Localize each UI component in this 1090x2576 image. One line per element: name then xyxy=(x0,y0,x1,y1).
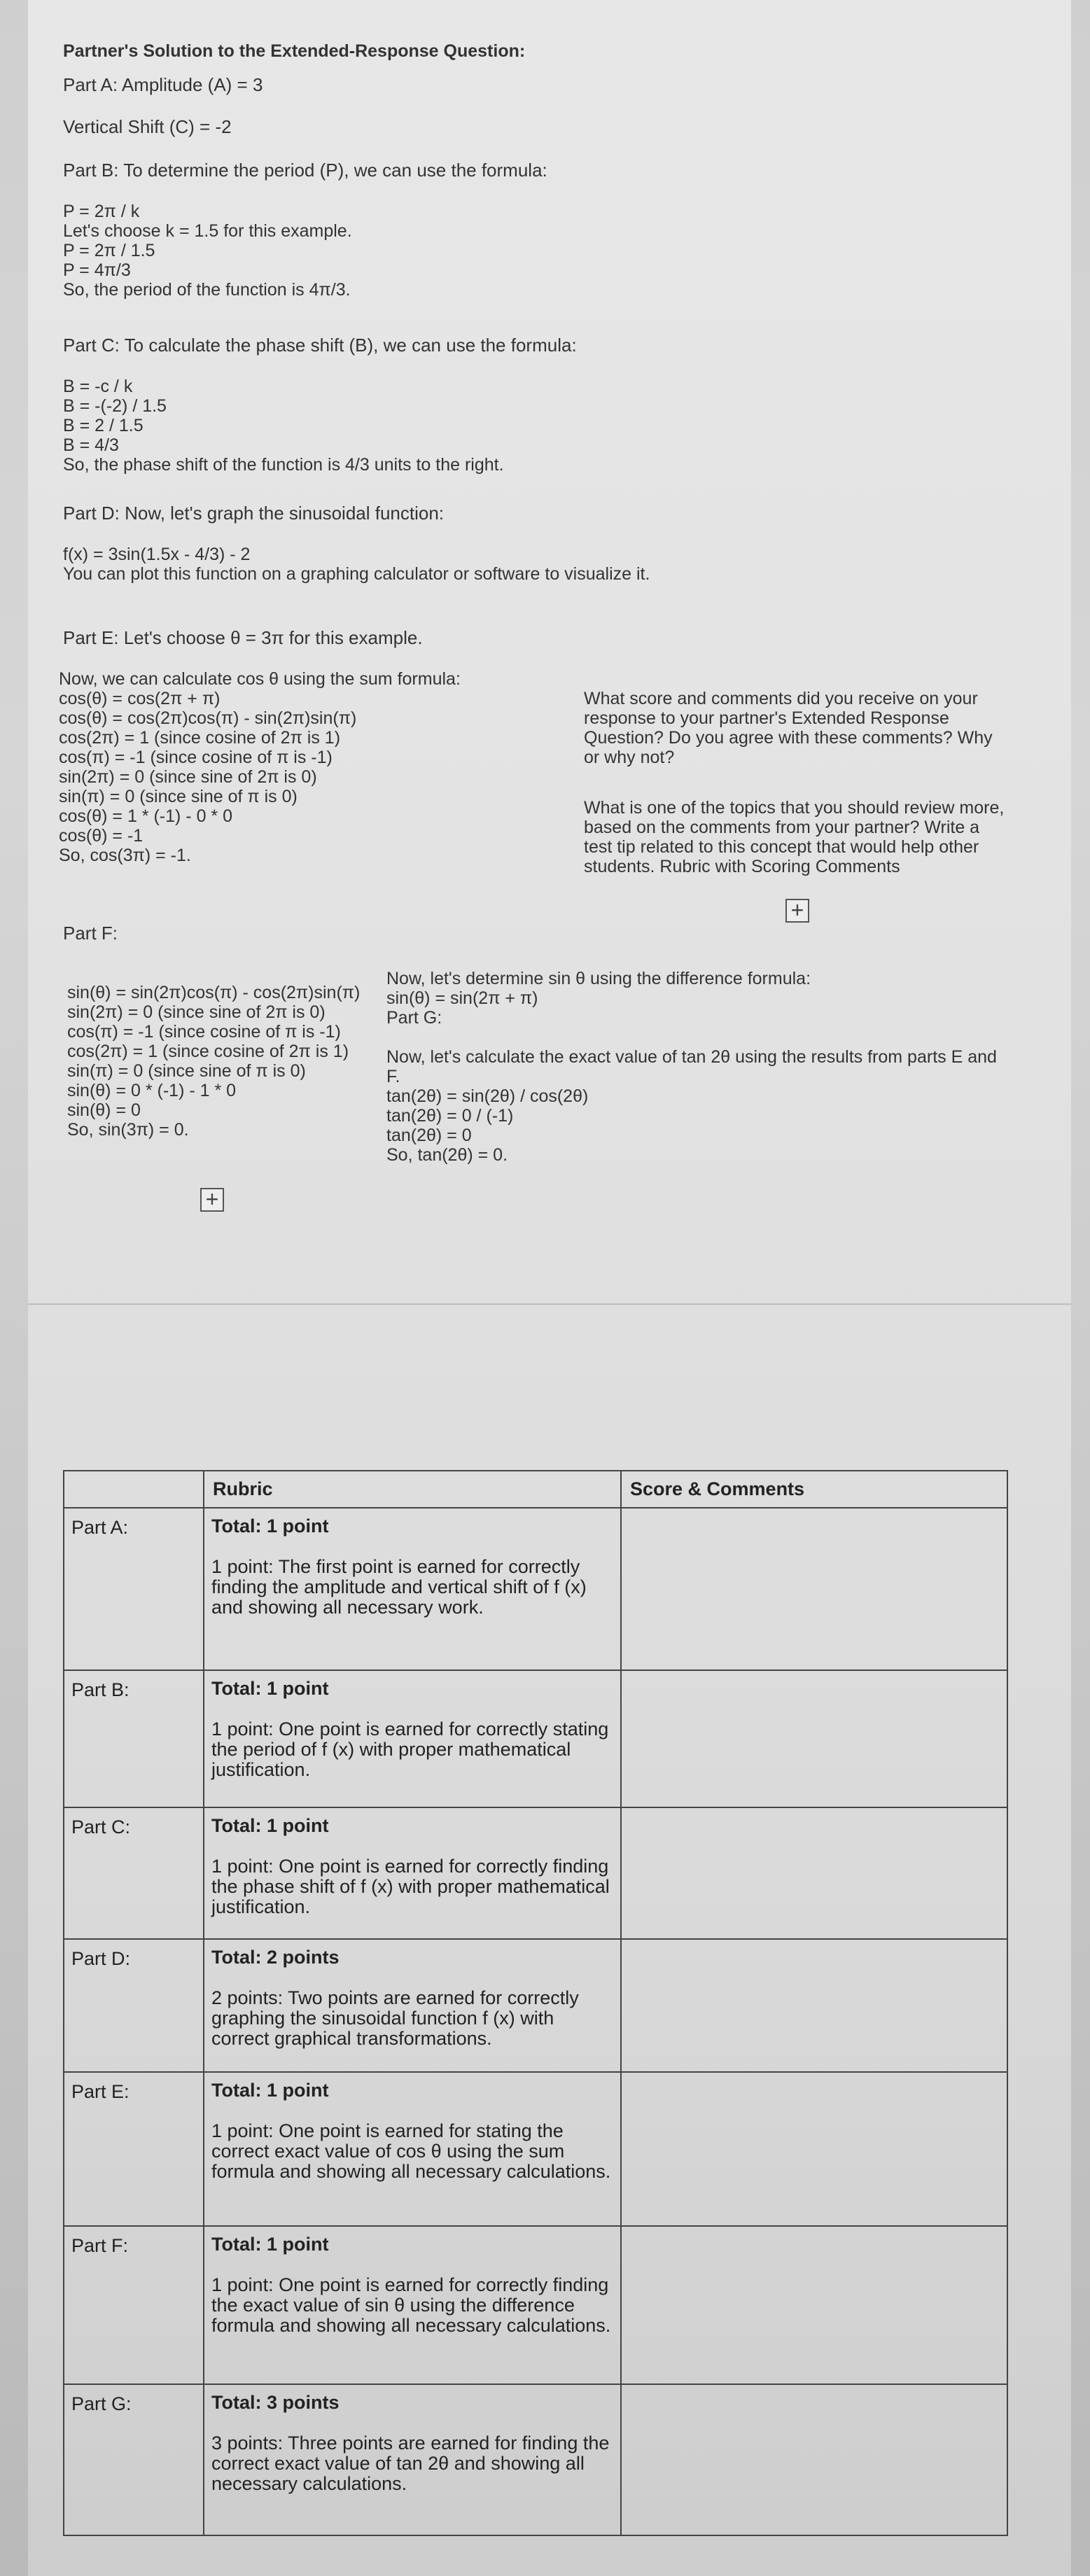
part-g-line: tan(2θ) = sin(2θ) / cos(2θ) xyxy=(386,1086,589,1106)
part-e-line: cos(θ) = -1 xyxy=(59,826,144,846)
part-f-line: cos(2π) = 1 (since cosine of 2π is 1) xyxy=(67,1042,349,1061)
part-g-line: Part G: xyxy=(386,1008,442,1028)
rubric-part-label: Part A: xyxy=(64,1508,204,1670)
part-g-line: tan(2θ) = 0 xyxy=(386,1126,472,1145)
score-comments-cell[interactable] xyxy=(621,1670,1007,1807)
rubric-description: 1 point: One point is earned for stating the correct exact value of cos θ using the sum formula and showing all necessary calculations. xyxy=(211,2120,611,2182)
rubric-criteria xyxy=(204,2384,621,2535)
part-d-line: You can plot this function on a graphing calculator or software to visualize it. xyxy=(63,564,650,584)
rubric-criteria xyxy=(204,1807,621,1939)
part-e-line: sin(2π) = 0 (since sine of 2π is 0) xyxy=(59,767,317,787)
rubric-part-label: Part G: xyxy=(64,2384,204,2535)
rubric-criteria xyxy=(204,1939,621,2072)
part-c-line: B = -(-2) / 1.5 xyxy=(63,396,167,416)
part-d-intro: Part D: Now, let's graph the sinusoidal function: xyxy=(63,503,445,524)
rubric-description: 2 points: Two points are earned for correctly graphing the sinusoidal function f (x) with correct graphical transformations. xyxy=(211,1987,579,2049)
header-part-cell xyxy=(64,1471,204,1508)
header-score-comments: Score & Comments xyxy=(621,1471,1007,1508)
part-f-line: sin(2π) = 0 (since sine of 2π is 0) xyxy=(67,1002,326,1022)
part-f-label: Part F: xyxy=(63,923,118,944)
part-c-line: B = 2 / 1.5 xyxy=(63,416,144,435)
rubric-criteria xyxy=(204,1670,621,1807)
part-f-line: cos(π) = -1 (since cosine of π is -1) xyxy=(67,1022,341,1042)
rubric-part-label: Part E: xyxy=(64,2072,204,2226)
part-c-line: B = 4/3 xyxy=(63,435,119,455)
part-e-line: cos(θ) = 1 * (-1) - 0 * 0 xyxy=(59,806,232,826)
part-f-line: sin(θ) = 0 * (-1) - 1 * 0 xyxy=(67,1081,237,1100)
page-title: Partner's Solution to the Extended-Response Question: xyxy=(63,41,526,61)
part-e-line: cos(θ) = cos(2π + π) xyxy=(59,689,221,708)
part-b-work xyxy=(63,202,352,300)
part-a-vertical-shift: Vertical Shift (C) = -2 xyxy=(63,116,232,137)
part-b-line: So, the period of the function is 4π/3. xyxy=(63,280,351,300)
rubric-description: 1 point: The first point is earned for correctly finding the amplitude and vertical shift of f (x) and showing all necessary work. xyxy=(211,1556,587,1618)
part-g-line: Now, let's determine sin θ using the difference formula: xyxy=(386,969,811,988)
expand-plus-icon[interactable]: + xyxy=(200,1188,224,1212)
rubric-total: Total: 1 point xyxy=(211,1678,329,1699)
question-line: based on the comments from your partner? Write a xyxy=(584,818,980,837)
question-line: Question? Do you agree with these comments? Why xyxy=(584,728,993,748)
part-c-line: B = -c / k xyxy=(63,377,133,396)
part-e-work xyxy=(59,669,461,865)
part-g-line: Now, let's calculate the exact value of tan 2θ using the results from parts E and xyxy=(386,1047,997,1067)
part-e-line: So, cos(3π) = -1. xyxy=(59,846,191,865)
part-d-work xyxy=(63,545,650,584)
part-f-work xyxy=(67,983,360,1140)
part-e-line: sin(π) = 0 (since sine of π is 0) xyxy=(59,787,298,806)
part-a-amplitude: Part A: Amplitude (A) = 3 xyxy=(63,74,263,95)
rubric-row xyxy=(64,1807,1007,1939)
rubric-description: 1 point: One point is earned for correctly finding the phase shift of f (x) with proper mathematical justification. xyxy=(211,1856,610,1917)
rubric-part-label: Part D: xyxy=(64,1939,204,2072)
part-b-line: Let's choose k = 1.5 for this example. xyxy=(63,221,352,241)
part-g-line: F. xyxy=(386,1067,400,1086)
rubric-part-label: Part F: xyxy=(64,2226,204,2384)
part-e-intro: Part E: Let's choose θ = 3π for this example. xyxy=(63,627,423,648)
question-line: test tip related to this concept that would help other xyxy=(584,837,979,857)
score-comments-cell[interactable] xyxy=(621,2226,1007,2384)
part-c-line: So, the phase shift of the function is 4/3 units to the right. xyxy=(63,455,504,475)
score-comments-cell[interactable] xyxy=(621,1807,1007,1939)
part-g-line: So, tan(2θ) = 0. xyxy=(386,1145,508,1165)
rubric-table xyxy=(63,1470,1008,2536)
rubric-criteria xyxy=(204,2226,621,2384)
rubric-total: Total: 1 point xyxy=(211,1815,329,1836)
rubric-row xyxy=(64,1508,1007,1670)
reflection-question-2 xyxy=(584,798,1004,876)
rubric-description: 1 point: One point is earned for correctly stating the period of f (x) with proper mathematical justification. xyxy=(211,1718,609,1780)
part-d-line: f(x) = 3sin(1.5x - 4/3) - 2 xyxy=(63,545,251,564)
question-line: response to your partner's Extended Response xyxy=(584,708,949,728)
rubric-part-label: Part C: xyxy=(64,1807,204,1939)
rubric-part-label: Part B: xyxy=(64,1670,204,1807)
part-g-line xyxy=(386,1028,997,1047)
part-b-line: P = 2π / 1.5 xyxy=(63,241,155,260)
rubric-row xyxy=(64,1939,1007,2072)
rubric-total: Total: 1 point xyxy=(211,1516,329,1536)
score-comments-cell[interactable] xyxy=(621,2072,1007,2226)
question-line: students. Rubric with Scoring Comments xyxy=(584,857,900,876)
part-b-line: P = 4π/3 xyxy=(63,260,131,280)
part-f-line: sin(θ) = 0 xyxy=(67,1100,141,1120)
expand-plus-icon[interactable]: + xyxy=(785,899,809,923)
part-g-work xyxy=(386,969,997,1165)
part-f-line: So, sin(3π) = 0. xyxy=(67,1120,189,1140)
rubric-header-row xyxy=(64,1471,1007,1508)
rubric-total: Total: 2 points xyxy=(211,1947,340,1968)
part-c-intro: Part C: To calculate the phase shift (B), we can use the formula: xyxy=(63,335,577,356)
part-e-line: cos(θ) = cos(2π)cos(π) - sin(2π)sin(π) xyxy=(59,708,357,728)
question-line: What score and comments did you receive on your xyxy=(584,689,978,708)
rubric-row xyxy=(64,2226,1007,2384)
part-b-intro: Part B: To determine the period (P), we can use the formula: xyxy=(63,160,547,181)
rubric-total: Total: 3 points xyxy=(211,2392,340,2413)
rubric-criteria xyxy=(204,1508,621,1670)
part-f-line: sin(π) = 0 (since sine of π is 0) xyxy=(67,1061,306,1081)
score-comments-cell[interactable] xyxy=(621,1508,1007,1670)
rubric-total: Total: 1 point xyxy=(211,2234,329,2255)
part-g-line: sin(θ) = sin(2π + π) xyxy=(386,988,538,1008)
question-line: or why not? xyxy=(584,748,675,767)
question-line: What is one of the topics that you should review more, xyxy=(584,798,1005,818)
section-divider xyxy=(28,1303,1071,1305)
rubric-row xyxy=(64,2384,1007,2535)
rubric-total: Total: 1 point xyxy=(211,2080,329,2101)
rubric-description: 1 point: One point is earned for correctly finding the exact value of sin θ using the difference formula and showing all necessary calculations. xyxy=(211,2274,611,2336)
part-b-line: P = 2π / k xyxy=(63,202,140,221)
part-e-line: cos(2π) = 1 (since cosine of 2π is 1) xyxy=(59,728,341,748)
score-comments-cell[interactable] xyxy=(621,2384,1007,2535)
rubric-criteria xyxy=(204,2072,621,2226)
part-g-line: tan(2θ) = 0 / (-1) xyxy=(386,1106,514,1126)
part-e-line: cos(π) = -1 (since cosine of π is -1) xyxy=(59,748,333,767)
part-e-line: Now, we can calculate cos θ using the sum formula: xyxy=(59,669,461,689)
rubric-description: 3 points: Three points are earned for finding the correct exact value of tan 2θ and showing all necessary calculations. xyxy=(211,2432,610,2494)
header-rubric: Rubric xyxy=(204,1471,621,1508)
reflection-question-1 xyxy=(584,689,993,767)
part-f-line: sin(θ) = sin(2π)cos(π) - cos(2π)sin(π) xyxy=(67,983,361,1002)
part-c-work xyxy=(63,377,504,475)
rubric-row xyxy=(64,2072,1007,2226)
score-comments-cell[interactable] xyxy=(621,1939,1007,2072)
rubric-row xyxy=(64,1670,1007,1807)
